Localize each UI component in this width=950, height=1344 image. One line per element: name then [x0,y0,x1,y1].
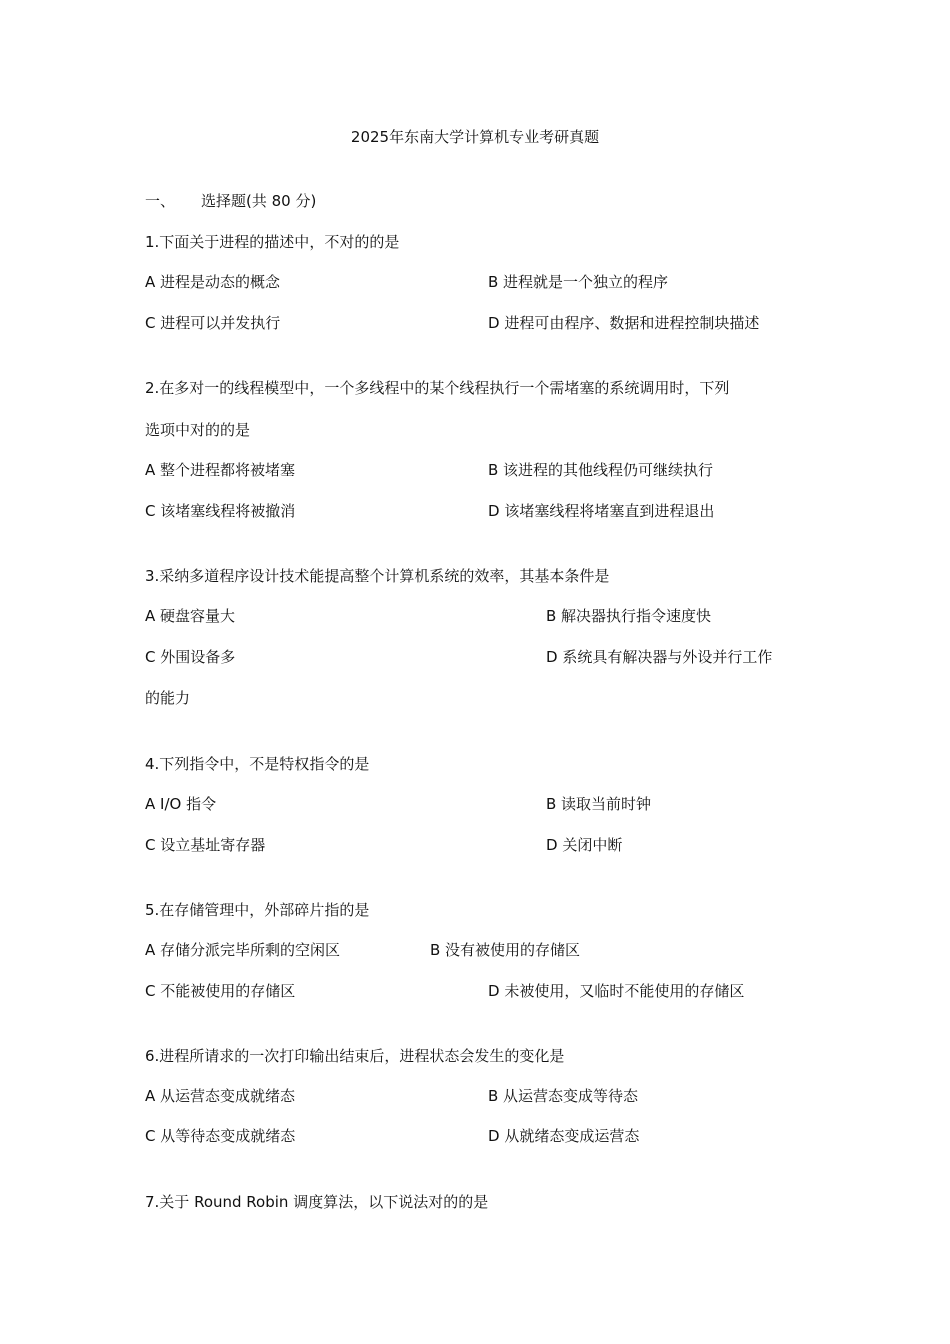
question-6-stem: 6.进程所请求的一次打印输出结束后，进程状态会发生的变化是 [145,1047,565,1065]
question-1-option-a: A 进程是动态的概念 [145,273,281,291]
question-3-option-d-continued: 的能力 [145,689,191,707]
question-6-option-a: A 从运营态变成就绪态 [145,1087,296,1105]
question-5-stem: 5.在存储管理中，外部碎片指的是 [145,901,370,919]
question-2-stem-continued: 选项中对的的是 [145,421,251,439]
question-5-option-d: D 未被使用，又临时不能使用的存储区 [488,982,745,1000]
question-4-option-c: C 设立基址寄存器 [145,836,266,854]
question-3-option-d: D 系统具有解决器与外设并行工作 [546,648,773,666]
question-3-option-b: B 解决器执行指令速度快 [546,607,712,625]
question-4-option-b: B 读取当前时钟 [546,795,652,813]
question-5-option-a: A 存储分派完毕所剩的空闲区 [145,941,341,959]
section-number: 一、 [145,192,176,210]
question-1-option-d: D 进程可由程序、数据和进程控制块描述 [488,314,760,332]
question-1-option-b: B 进程就是一个独立的程序 [488,273,669,291]
question-4-option-d: D 关闭中断 [546,836,623,854]
page-title: 2025年东南大学计算机专业考研真题 [350,128,600,146]
question-2-option-b: B 该进程的其他线程仍可继续执行 [488,461,714,479]
section-title: 选择题(共 80 分) [201,192,317,210]
question-6-option-c: C 从等待态变成就绪态 [145,1127,296,1145]
question-4-stem: 4.下列指令中，不是特权指令的是 [145,755,370,773]
question-3-option-c: C 外围设备多 [145,648,236,666]
question-6-option-d: D 从就绪态变成运营态 [488,1127,640,1145]
question-7-stem: 7.关于 Round Robin 调度算法，以下说法对的的是 [145,1193,489,1211]
question-6-option-b: B 从运营态变成等待态 [488,1087,639,1105]
question-4-option-a: A I/O 指令 [145,795,217,813]
question-2-option-a: A 整个进程都将被堵塞 [145,461,296,479]
question-3-option-a: A 硬盘容量大 [145,607,236,625]
question-2-stem: 2.在多对一的线程模型中，一个多线程中的某个线程执行一个需堵塞的系统调用时，下列 [145,379,730,397]
question-2-option-d: D 该堵塞线程将堵塞直到进程退出 [488,502,715,520]
question-5-option-b: B 没有被使用的存储区 [430,941,581,959]
question-1-option-c: C 进程可以并发执行 [145,314,281,332]
question-5-option-c: C 不能被使用的存储区 [145,982,296,1000]
section-heading [145,192,316,210]
question-2-option-c: C 该堵塞线程将被撤消 [145,502,296,520]
question-1-stem: 1.下面关于进程的描述中，不对的的是 [145,233,400,251]
question-3-stem: 3.采纳多道程序设计技术能提高整个计算机系统的效率，其基本条件是 [145,567,610,585]
